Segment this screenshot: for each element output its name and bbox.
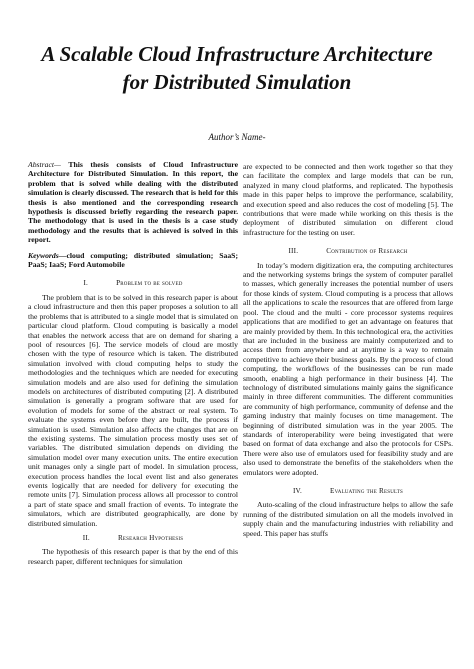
abstract-label: Abstract— [28,160,61,169]
paper-title [20,40,454,96]
abstract-text: This thesis consists of Cloud Infrastructure Architecture for Distributed Simulation. In this report, the problem that is solved while dealing with the distributed simulation is clearly discussed. The research that is held for this thesis is also mentioned and the corresponding research hypothesis is discussed briefly regarding the research paper. The methodology that is used in the thesis is a case study methodology and the results that is achieved is solved in this report. [28,160,238,245]
section-body-2-continued: are expected to be connected and then work together so that they can facilitate the complex and large models that can be run, analyzed in many cloud platforms, and replicated. The hypothesis made in this paper helps to improve the performance, scalability, and execution speed and also reduces the cost of modeling [5]. The contributions that were made while working on this thesis is the deployment of distributed simulation on different cloud infrastructure for the testing on user. [243,162,453,237]
title-line-1: A Scalable Cloud Infrastructure Architecture [41,42,433,66]
section-body-4: Auto-scaling of the cloud infrastructure helps to allow the safe running of the distributed simulation on all the models involved in supply chain and the manufacturing industries with reliability and speed. This paper has stuffs [243,500,453,538]
section-number: IV. [292,487,303,495]
section-heading-3 [243,247,453,256]
section-title: Contribution of Research [326,247,408,256]
keywords [28,251,238,270]
section-title: Research Hypothesis [117,534,184,543]
section-title: Problem to be solved [116,279,183,288]
left-column [28,160,238,566]
abstract [28,160,238,245]
keywords-label: Keywords— [28,250,67,260]
author-name: Author’s Name- [208,132,266,142]
title-line-2: for Distributed Simulation [122,70,352,94]
section-number: I. [83,279,89,288]
section-heading-2 [28,534,238,543]
section-body-3: In today’s modern digitization era, the computing architectures and the networking systems brings the system of computer parallel to masses, which generally increases the potential number of users for those kinds of system. Cloud computing is a process that allows all the applications to scale the resources that are offered from large pool. The cloud and the multi - core processor systems requires applications that are modified to get an advantage on features that are mainly provided by them. In this technological era, the activities that are included in the business are mainly computerized and to access them from anywhere and at anytime is a way to remain competitive to achieve their business goals. By the process of cloud computing, the workflows of the businesses can be run made smooth, enabling a high performance in their business [4]. The technology of distributed simulations mainly gains the significance mainly in three different communities. The different communities are community of high performance, community of defense and the gaming industry that mainly focuses on time management. The beginning of distributed simulation was in the year 2005. The standards of interoperability were being investigated that were based on format of data exchange and also the protocols for CSPs. There were also use of emulators used for feasibility study and are also used to demonstrate the benefits of the stakeholders when the emulators were adopted. [243,260,453,477]
section-heading-1 [28,279,238,288]
section-heading-4 [243,487,453,496]
section-number: II. [82,534,90,543]
section-body-1: The problem that is to be solved in this research paper is about a cloud infrastructure and then this paper proposes a solution to all the problems that is attributed to a single model that is simulated on particular cloud platform. Cloud computing is basically a model that enables the network access that are on demand for sharing a pool of resources [6]. The service models of cloud are mostly chosen with the type of resource which is taken. The distributed simulation involved with cloud computing helps to study the methodologies and the techniques which are needed for executing simulation models and are also used for defining the simulation models on architectures of distributed computing [2]. A distributed simulation is generally a program software that are used for evolution of models for some of the abstract or real system. To evaluate the systems even before they are built, the process if simulation is used. Simulation also affects the changes that are on the existing systems. The simulation process mostly uses set of variables. The distributed simulation depends on dividing the simulation model over many execution units. The entire execution unit manages only a single part of model. In simulation process, execution process handles the local event list and also generates events logically that are needed for delivery for executing the remote units [7]. Simulation process allows all processor to control a part of state space and small fraction of events. To integrate the simulators, which are distributed geographically, are done by distributed simulation. [28,292,238,528]
section-body-2: The hypothesis of this research paper is that by the end of this research paper, different techniques for simulation [28,547,238,566]
right-column [243,162,453,538]
section-number: III. [288,247,299,256]
keywords-text: cloud computing; distributed simulation; SaaS; PaaS; IaaS; Ford Automobile [28,250,238,270]
section-title: Evaluating the Results [330,487,404,495]
